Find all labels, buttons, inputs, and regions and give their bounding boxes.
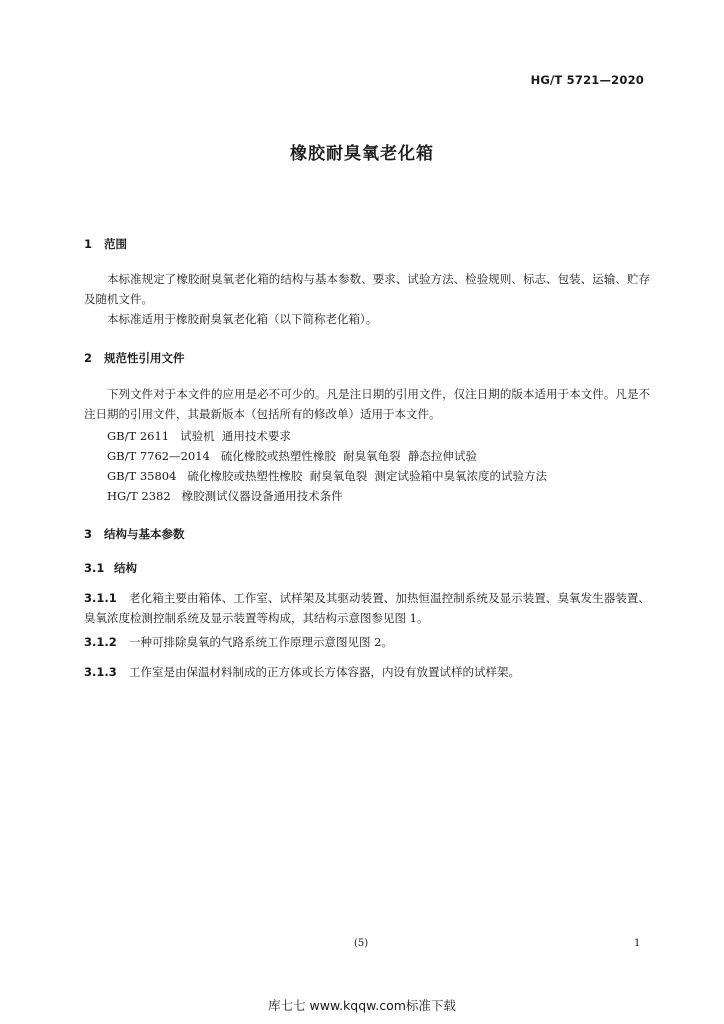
section-title: 范围 <box>104 237 127 251</box>
clause-3-1-3 <box>84 662 650 682</box>
center-mark: (5) <box>354 938 369 949</box>
section-title: 结构 <box>114 561 137 575</box>
section-number: 3 <box>84 527 93 541</box>
reference-item: HG/T 2382 橡胶测试仪器设备通用技术条件 <box>107 489 343 503</box>
section-2-heading <box>84 350 185 366</box>
section-1-paragraph-1: 本标准规定了橡胶耐臭氧老化箱的结构与基本参数、要求、试验方法、检验规则、标志、包装、运输、贮存及随机文件。 <box>84 272 650 306</box>
section-number: 2 <box>84 351 93 365</box>
section-2-paragraph-1: 下列文件对于本文件的应用是必不可少的。凡是注日期的引用文件，仅注日期的版本适用于本文件。凡是不注日期的引用文件，其最新版本（包括所有的修改单）适用于本文件。 <box>84 387 650 421</box>
clause-text: 工作室是由保温材料制成的正方体或长方体容器，内设有放置试样的试样架。 <box>129 665 520 679</box>
reference-item: GB/T 7762—2014 硫化橡胶或热塑性橡胶 耐臭氧龟裂 静态拉伸试验 <box>107 449 477 463</box>
clause-text: 一种可排除臭氧的气路系统工作原理示意图见图 2。 <box>129 635 393 649</box>
watermark-text: 库七七 www.kqqw.com标准下载 <box>268 998 456 1013</box>
section-1-heading <box>84 236 127 252</box>
page-number: 1 <box>634 938 641 949</box>
section-number: 3.1 <box>84 561 105 575</box>
section-3-1-heading <box>84 560 137 576</box>
section-1-paragraph-2: 本标准适用于橡胶耐臭氧老化箱（以下简称老化箱）。 <box>107 312 378 326</box>
clause-3-1-2 <box>84 632 650 652</box>
reference-item: GB/T 35804 硫化橡胶或热塑性橡胶 耐臭氧龟裂 测定试验箱中臭氧浓度的试验方法 <box>107 469 548 483</box>
clause-3-1-1 <box>84 588 650 628</box>
reference-item: GB/T 2611 试验机 通用技术要求 <box>107 429 291 443</box>
section-title: 规范性引用文件 <box>104 351 185 365</box>
clause-number: 3.1.1 <box>84 591 117 605</box>
section-number: 1 <box>84 237 93 251</box>
document-title: 橡胶耐臭氧老化箱 <box>290 144 434 164</box>
clause-number: 3.1.3 <box>84 665 117 679</box>
section-title: 结构与基本参数 <box>104 527 185 541</box>
standard-code: HG/T 5721—2020 <box>530 73 644 87</box>
clause-text: 老化箱主要由箱体、工作室、试样架及其驱动装置、加热恒温控制系统及显示装置、臭氧发生器装置、臭氧浓度检测控制系统及显示装置等构成，其结构示意图参见图 1。 <box>84 591 650 625</box>
section-3-heading <box>84 526 185 542</box>
clause-number: 3.1.2 <box>84 635 117 649</box>
